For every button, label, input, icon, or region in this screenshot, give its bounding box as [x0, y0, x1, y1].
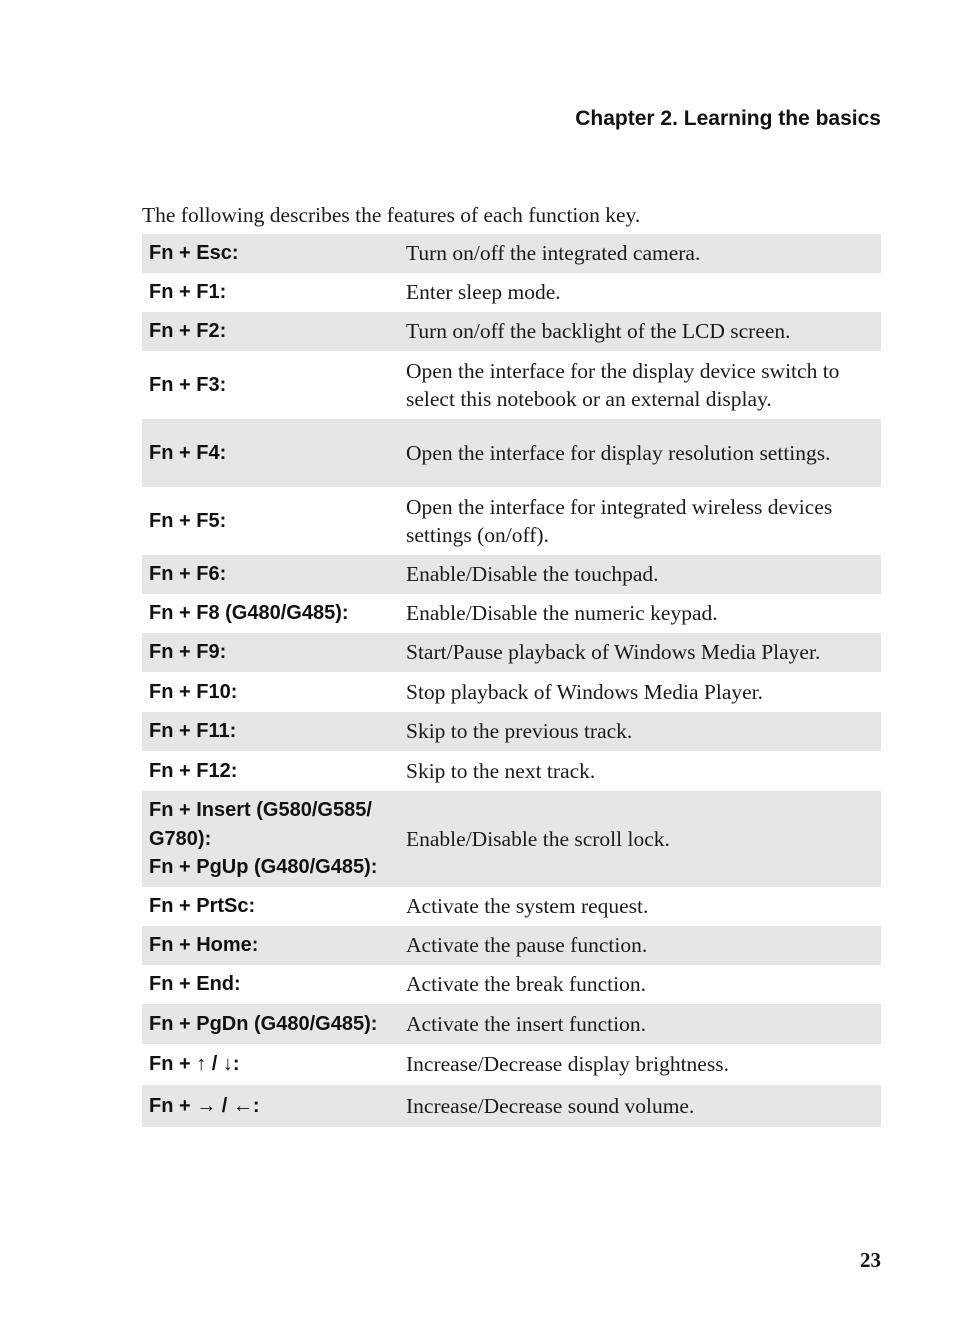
table-row: [142, 419, 881, 487]
table-row: [142, 791, 881, 887]
function-key-label: Fn + F10:: [149, 680, 238, 703]
function-key-label: Fn + → / ←:: [149, 1094, 260, 1117]
table-row: [142, 1004, 881, 1044]
chapter-header: Chapter 2. Learning the basics: [575, 107, 881, 130]
table-row: [142, 1044, 881, 1085]
function-key-description: Increase/Decrease display brightness.: [406, 1052, 729, 1077]
function-key-description: Enable/Disable the scroll lock.: [406, 826, 670, 851]
function-key-description: Activate the insert function.: [406, 1011, 647, 1036]
function-key-label: Fn + F2:: [149, 320, 227, 343]
function-key-table: [142, 234, 881, 1127]
function-key-description: Activate the break function.: [406, 972, 646, 997]
table-row: [142, 965, 881, 1004]
function-key-label: Fn + F11:: [149, 720, 237, 743]
function-key-description: Enable/Disable the numeric keypad.: [406, 601, 718, 626]
function-key-label: Fn + F5:: [149, 509, 227, 532]
function-key-label: Fn + F1:: [149, 281, 227, 304]
function-key-description: Activate the pause function.: [406, 933, 648, 958]
table-row: [142, 633, 881, 672]
table-row: [142, 555, 881, 594]
function-key-label: Fn + PrtSc:: [149, 895, 256, 918]
table-row: [142, 594, 881, 633]
intro-text: The following describes the features of each function key.: [142, 203, 641, 227]
function-key-label: Fn + ↑ / ↓:: [149, 1053, 240, 1076]
table-row: [142, 926, 881, 965]
function-key-label: Fn + F6:: [149, 563, 227, 586]
table-row: [142, 887, 881, 926]
table-row: [142, 234, 881, 273]
function-key-description: Activate the system request.: [406, 894, 649, 919]
function-key-description: Open the interface for display resolution settings.: [406, 440, 831, 465]
function-key-description: Turn on/off the integrated camera.: [406, 241, 701, 266]
table-row: [142, 351, 881, 419]
table-row: [142, 487, 881, 555]
function-key-label: Fn + End:: [149, 973, 241, 996]
page-number: 23: [860, 1248, 881, 1272]
function-key-label: Fn + F9:: [149, 641, 227, 664]
table-row: [142, 1085, 881, 1127]
function-key-description: Increase/Decrease sound volume.: [406, 1093, 695, 1118]
function-key-label: Fn + F3:: [149, 373, 227, 396]
function-key-label: Fn + Home:: [149, 934, 259, 957]
function-key-label: Fn + PgDn (G480/G485):: [149, 1012, 378, 1035]
function-key-label: Fn + F4:: [149, 441, 227, 464]
function-key-label: Fn + Insert (G580/G585/ G780): Fn + PgUp (G480/G485):: [149, 799, 378, 879]
function-key-description: Open the interface for the display device switch to select this notebook or an external display.: [406, 358, 840, 411]
table-row: [142, 751, 881, 791]
table-row: [142, 712, 881, 751]
function-key-description: Skip to the next track.: [406, 758, 596, 783]
function-key-description: Turn on/off the backlight of the LCD screen.: [406, 319, 791, 344]
function-key-description: Start/Pause playback of Windows Media Player.: [406, 640, 821, 665]
function-key-description: Enable/Disable the touchpad.: [406, 562, 659, 587]
function-key-description: Skip to the previous track.: [406, 719, 633, 744]
function-key-description: Enter sleep mode.: [406, 280, 561, 305]
function-key-label: Fn + F12:: [149, 759, 238, 782]
function-key-description: Stop playback of Windows Media Player.: [406, 679, 764, 704]
function-key-description: Open the interface for integrated wireless devices settings (on/off).: [406, 494, 833, 547]
function-key-label: Fn + F8 (G480/G485):: [149, 602, 349, 625]
table-row: [142, 312, 881, 351]
table-row: [142, 672, 881, 712]
table-row: [142, 273, 881, 312]
function-key-label: Fn + Esc:: [149, 242, 239, 265]
